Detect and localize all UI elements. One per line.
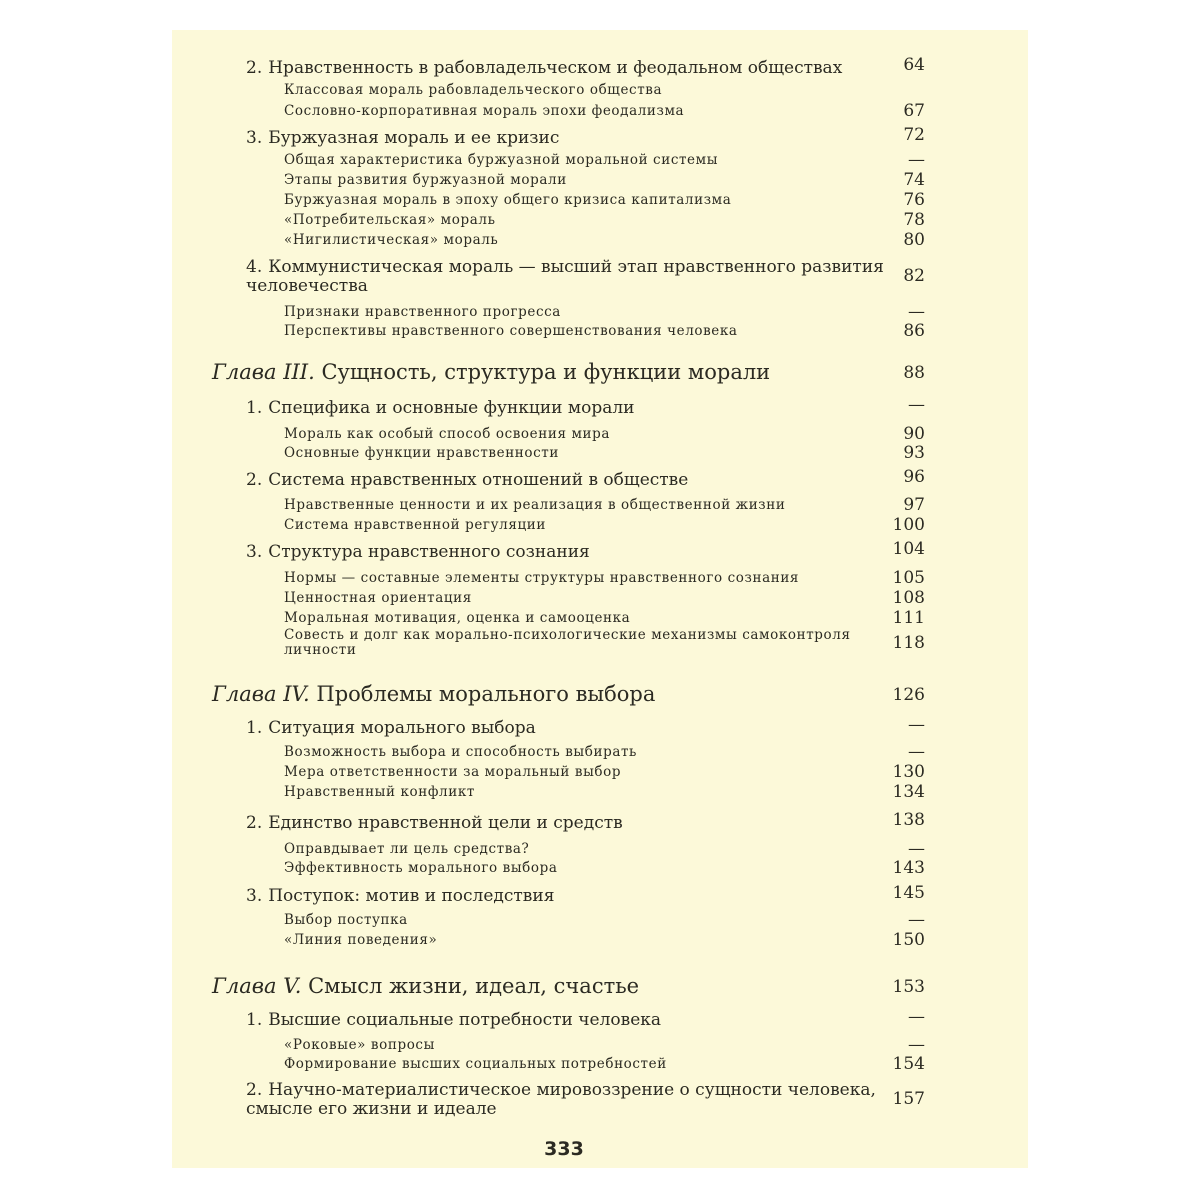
entry-title — [284, 784, 475, 800]
entry-title — [284, 304, 561, 320]
entry-title-line: Оправдывает ли цель средства? — [284, 841, 530, 857]
entry-title-line: Научно-материалистическое мировоззрение о сущности человека, — [268, 1080, 876, 1100]
entry-title-line: Коммунистическая мораль — высший этап нравственного развития — [268, 257, 884, 277]
entry-title — [284, 744, 637, 760]
section-number: 1. — [246, 718, 263, 738]
page-ref: — — [908, 839, 925, 859]
entry-title-line: Мораль как особый способ освоения мира — [284, 426, 611, 442]
entry-title-line: Поступок: мотив и последствия — [268, 886, 555, 906]
entry-title-line: Мера ответственности за моральный выбор — [284, 764, 622, 780]
entry-title-line: Структура нравственного сознания — [268, 542, 590, 562]
entry-title-line: «Нигилистическая» мораль — [284, 232, 499, 248]
entry-title — [284, 570, 799, 586]
section-number: 4. — [246, 257, 263, 277]
page-ref: 153 — [892, 977, 925, 997]
entry-title-line: Совесть и долг как морально-психологические механизмы самоконтроля — [284, 627, 851, 643]
entry-title — [246, 813, 623, 833]
entry-title-line: Выбор поступка — [284, 912, 408, 928]
entry-title-line: Нравственный конфликт — [284, 784, 475, 800]
page-ref: 86 — [903, 321, 925, 341]
page-ref: 150 — [892, 930, 925, 950]
page-ref: 143 — [892, 858, 925, 878]
page-ref: 80 — [903, 230, 925, 250]
section-number: 3. — [246, 542, 263, 562]
entry-title — [284, 860, 558, 876]
entry-title — [212, 974, 639, 998]
entry-title-line: Этапы развития буржуазной морали — [284, 172, 567, 188]
entry-title-line: Возможность выбора и способность выбирать — [284, 744, 638, 760]
chapter-label: Глава V. — [212, 974, 302, 998]
entry-title-line: Признаки нравственного прогресса — [284, 304, 561, 320]
chapter-label: Глава IV. — [212, 682, 310, 706]
section-number: 2. — [246, 58, 263, 78]
section-number: 3. — [246, 128, 263, 148]
entry-title — [284, 323, 738, 339]
page-ref: 72 — [903, 125, 925, 145]
entry-title-line: Нормы — составные элементы структуры нравственного сознания — [284, 570, 800, 586]
section-number: 2. — [246, 1080, 263, 1100]
page-ref: 154 — [892, 1054, 925, 1074]
page-ref: 105 — [892, 568, 925, 588]
entry-title-line: «Потребительская» мораль — [284, 212, 496, 228]
entry-title-line: Сословно-корпоративная мораль эпохи феодализма — [284, 103, 685, 119]
entry-title-line: Единство нравственной цели и средств — [268, 813, 623, 833]
entry-title — [284, 82, 662, 98]
entry-title — [284, 628, 851, 658]
entry-title-line: Ситуация морального выбора — [268, 718, 536, 738]
entry-title — [284, 841, 529, 857]
entry-title — [284, 445, 559, 461]
entry-title — [284, 517, 546, 533]
entry-title — [284, 103, 684, 119]
page-ref: 96 — [903, 467, 925, 487]
entry-title-line: личности — [284, 642, 357, 658]
entry-title — [284, 1037, 435, 1053]
page-ref: 157 — [892, 1089, 925, 1109]
entry-title — [284, 426, 610, 442]
entry-title — [284, 1056, 667, 1072]
chapter-label: Глава III. — [212, 360, 315, 384]
page-ref: 67 — [903, 101, 925, 121]
page-ref: 145 — [892, 883, 925, 903]
entry-title — [246, 718, 536, 738]
page-ref: 104 — [892, 539, 925, 559]
entry-title — [246, 542, 590, 562]
entry-title-line: Основные функции нравственности — [284, 445, 559, 461]
entry-title — [212, 682, 655, 706]
page-ref: 108 — [892, 588, 925, 608]
entry-title — [284, 152, 718, 168]
entry-title-line: Нравственность в рабовладельческом и феодальном обществах — [268, 58, 843, 78]
entry-title — [284, 497, 785, 513]
page-ref: 111 — [892, 608, 925, 628]
entry-title — [284, 232, 498, 248]
book-page — [172, 30, 1028, 1168]
page-ref: 118 — [892, 633, 925, 653]
entry-title — [246, 58, 842, 78]
page-ref: 130 — [892, 762, 925, 782]
page-ref: 76 — [903, 190, 925, 210]
entry-title-line: Смысл жизни, идеал, счастье — [308, 974, 640, 998]
entry-title-line: Ценностная ориентация — [284, 590, 472, 606]
page-ref: — — [908, 395, 925, 415]
section-number: 2. — [246, 813, 263, 833]
entry-title — [246, 128, 559, 148]
entry-title-line: Нравственные ценности и их реализация в общественной жизни — [284, 497, 786, 513]
entry-title — [246, 398, 635, 418]
page-ref: 134 — [892, 782, 925, 802]
page-ref: 90 — [903, 424, 925, 444]
table-of-contents — [172, 30, 1028, 1168]
entry-title-line: Классовая мораль рабовладельческого общества — [284, 82, 663, 98]
entry-title-line: «Линия поведения» — [284, 932, 438, 948]
entry-title-line: Моральная мотивация, оценка и самооценка — [284, 610, 631, 626]
entry-title — [246, 470, 688, 490]
page-ref: — — [908, 302, 925, 322]
entry-title — [246, 1081, 876, 1119]
entry-title — [284, 932, 437, 948]
entry-title-line: Эффективность морального выбора — [284, 860, 558, 876]
entry-title — [246, 258, 884, 296]
entry-title — [284, 212, 496, 228]
entry-title-line: Буржуазная мораль и ее кризис — [268, 128, 560, 148]
page-ref: 126 — [892, 685, 925, 705]
entry-title — [246, 886, 554, 906]
page-ref: 100 — [892, 515, 925, 535]
entry-title — [212, 360, 770, 384]
entry-title-line: Сущность, структура и функции морали — [321, 360, 771, 384]
entry-title-line: Специфика и основные функции морали — [268, 398, 635, 418]
section-number: 3. — [246, 886, 263, 906]
entry-title — [284, 764, 621, 780]
section-number: 2. — [246, 470, 263, 490]
entry-title — [246, 1010, 661, 1030]
entry-title — [284, 172, 567, 188]
entry-title-line: человечества — [246, 276, 368, 296]
page-ref: — — [908, 742, 925, 762]
entry-title — [284, 192, 731, 208]
entry-title-line: Общая характеристика буржуазной моральной системы — [284, 152, 719, 168]
page-ref: 93 — [903, 443, 925, 463]
entry-title-line: Буржуазная мораль в эпоху общего кризиса капитализма — [284, 192, 732, 208]
entry-title — [284, 590, 472, 606]
page-ref: — — [908, 150, 925, 170]
entry-title-line: «Роковые» вопросы — [284, 1037, 435, 1053]
page-ref: 97 — [903, 495, 925, 515]
entry-title-line: Проблемы морального выбора — [316, 682, 656, 706]
entry-title-line: Перспективы нравственного совершенствования человека — [284, 323, 738, 339]
entry-title — [284, 610, 630, 626]
entry-title-line: Система нравственных отношений в обществе — [268, 470, 689, 490]
section-number: 1. — [246, 398, 263, 418]
entry-title-line: Формирование высших социальных потребностей — [284, 1056, 667, 1072]
section-number: 1. — [246, 1010, 263, 1030]
page-ref: 88 — [903, 363, 925, 383]
page-ref: — — [908, 910, 925, 930]
page-ref: — — [908, 1007, 925, 1027]
page-ref: — — [908, 1035, 925, 1055]
page-ref: 64 — [903, 55, 925, 75]
entry-title-line: Высшие социальные потребности человека — [268, 1010, 662, 1030]
entry-title-line: смысле его жизни и идеале — [246, 1099, 497, 1119]
page-ref: 138 — [892, 810, 925, 830]
page-ref: 74 — [903, 170, 925, 190]
page-ref: 78 — [903, 210, 925, 230]
page-number: 333 — [544, 1138, 584, 1160]
entry-title — [284, 912, 408, 928]
entry-title-line: Система нравственной регуляции — [284, 517, 546, 533]
page-ref: 82 — [903, 266, 925, 286]
page-ref: — — [908, 715, 925, 735]
